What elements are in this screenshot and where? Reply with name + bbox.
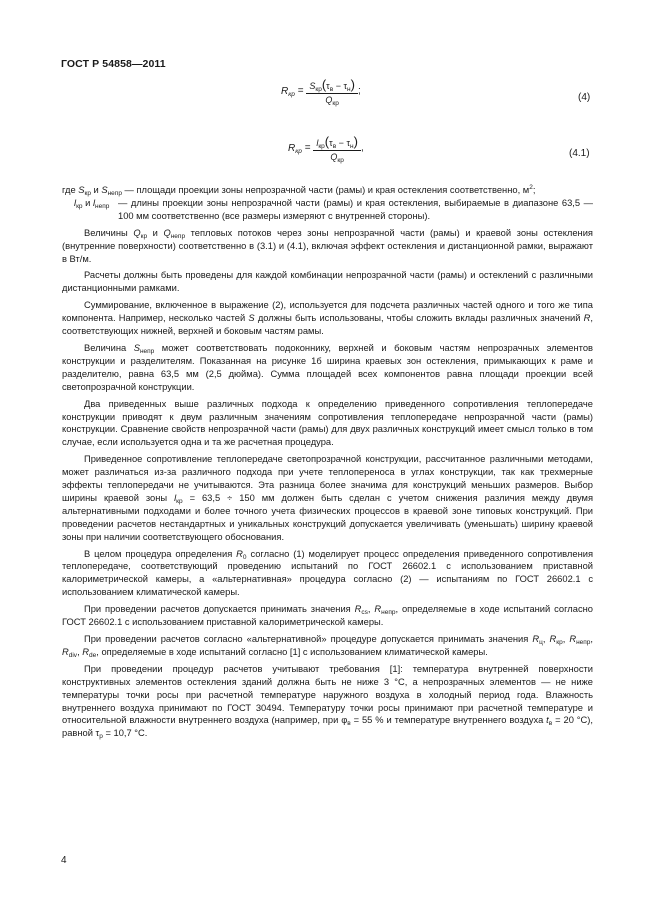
definition-s: где $S_{кр}$ и $S_{непр}$ — площади проекции зоны непрозрачной части (рамы) и края остекления соответственно, $м^2$; — [62, 184, 536, 197]
paragraph: При проведении расчетов согласно «альтернативной» процедуре допускается принимать значения $R_ц$, $R_{кр}$, $R_{непр}$, $R_{div}$, $R_{de}$, определяемые в ходе испытаний согласно [1] с использованием климатической камеры. — [62, 634, 594, 659]
fraction — [313, 134, 361, 162]
paragraph: Два приведенных выше различных подхода к определению приведенного сопротивления теплопередаче конструкции приводят к двум различным значениям сопротивления теплопередаче непрозрачной части (рамы) конструкции. Сравнение свойств непрозрачной части (рамы) для двух различных конструкций имеет смысл только в том случае, если используется одна и та же расчетная процедура. — [62, 398, 593, 448]
definition-l: $l_{кр}$ и $l_{непр}$ — длины проекции зоны непрозрачной части (рамы) и края остекления, выбираемые в диапазоне 63,5 — 100 мм соответственно (все размеры измеряют с внутренней стороны). — [74, 197, 593, 221]
numerator: $S_{кр}(\tau_в - \tau_н)$ — [306, 77, 358, 94]
formula-lhs: $R_{кр}$ — [281, 85, 295, 98]
body-text — [62, 184, 593, 740]
paragraph: При проведении расчетов допускается принимать значения $R_{cs}$, $R_{непр}$, определяемые в ходе испытаний согласно ГОСТ 26602.1 с использованием приставной калориметрической камеры. — [62, 604, 593, 628]
paragraph: При проведении процедур расчетов учитывают требования [1]: температура внутренней поверхности конструктивных элементов остекления зданий должна быть не ниже 3 °С, а непрозрачных элементов — не ниже температуры точки росы при расчетной температуре наружного воздуха в холодный период года. Влажность внутреннего воздуха принимают по ГОСТ 30494. Температуру точки росы принимают при расчетной температуре и относительной влажности внутреннего воздуха (например, при $\varphi_в = 55$ % и температуре внутреннего воздуха $t_в = 20$ °С), равной $\tau_р = 10,7$ °С. — [62, 663, 593, 741]
fraction — [306, 77, 358, 105]
paragraph: Суммирование, включенное в выражение (2), используется для подсчета различных частей одного и того же типа компонента. Например, несколько частей S должны быть использованы, чтобы сложить вклады различных значений R, соответствующих нижней, верхней и боковым частям рамы. — [62, 300, 593, 337]
equation-number: (4.1) — [569, 148, 590, 159]
page-number: 4 — [61, 855, 67, 866]
denominator: $Q_{кр}$ — [325, 95, 339, 107]
document-header: ГОСТ Р 54858—2011 — [61, 58, 166, 70]
formula-4: $R_{кр}$ = $\frac{S_{кр}(\tau_в - \tau_н)}{Q_{кр}}$ ; — [281, 77, 361, 107]
denominator: $Q_{кр}$ — [330, 152, 344, 164]
paragraph: Величина $S_{непр}$ может соответствовать подоконнику, верхней и боковым частям непрозрачных элементов конструкции и разделителям. Показанная на рисунке 1б ширина краевых зон остекления, примыкающих к раме и разделителю, равна 63,5 мм (2,5 дюйма). Сумма площадей всех компонентов равна площади проекции всей светопрозрачной конструкции. — [62, 342, 593, 392]
paragraph: Приведенное сопротивление теплопередаче светопрозрачной конструкции, рассчитанное различными методами, может различаться из-за различного подхода при учете теплопереноса в углах конструкции, так как трехмерные эффекты теплопередачи не учитываются. Эта разница более значима для конструкций меньших размеров. Выбор ширины краевой зоны $l_{кр} = 63,5 \div 150$ мм должен быть сделан с учетом снижения различия между двумя альтернативными подходами и более точного учета физических процессов в краевой зоне типовых конструкций. При проведении расчетов нестандартных и уникальных конструкций допускается увеличивать (уменьшать) ширину краевой зоны при наличии соответствующего обоснования. — [62, 454, 593, 542]
paragraph: В целом процедура определения $R_0$ согласно (1) моделирует процесс определения приведенного сопротивления теплопередаче, соответствующий проведению испытаний по ГОСТ 26602.1 с использованием приставной калориметрической камеры, а «альтернативная» процедура согласно (2) — испытаниям по ГОСТ 26602.1 с использованием климатической камеры. — [62, 548, 594, 598]
paragraph: Величины $Q_{кр}$ и $Q_{непр}$ тепловых потоков через зоны непрозрачной части (рамы) и краевой зоны остекления (внутренние поверхности) соответственно в (3.1) и (4.1), включая эффект остекления и дистанционной рамки, выражают в Вт/м. — [62, 227, 593, 264]
formula-4-1: $R_{кр}$ = $\frac{l_{кр}(\tau_в - \tau_н)}{Q_{кр}}$ , — [288, 134, 364, 164]
paragraph: Расчеты должны быть проведены для каждой комбинации непрозрачной части (рамы) и остеклений с различными дистанционными рамками. — [62, 270, 593, 294]
equation-number: (4) — [578, 92, 591, 103]
numerator: $l_{кр}(\tau_в - \tau_н)$ — [313, 134, 361, 151]
formula-lhs: $R_{кр}$ — [288, 142, 302, 155]
